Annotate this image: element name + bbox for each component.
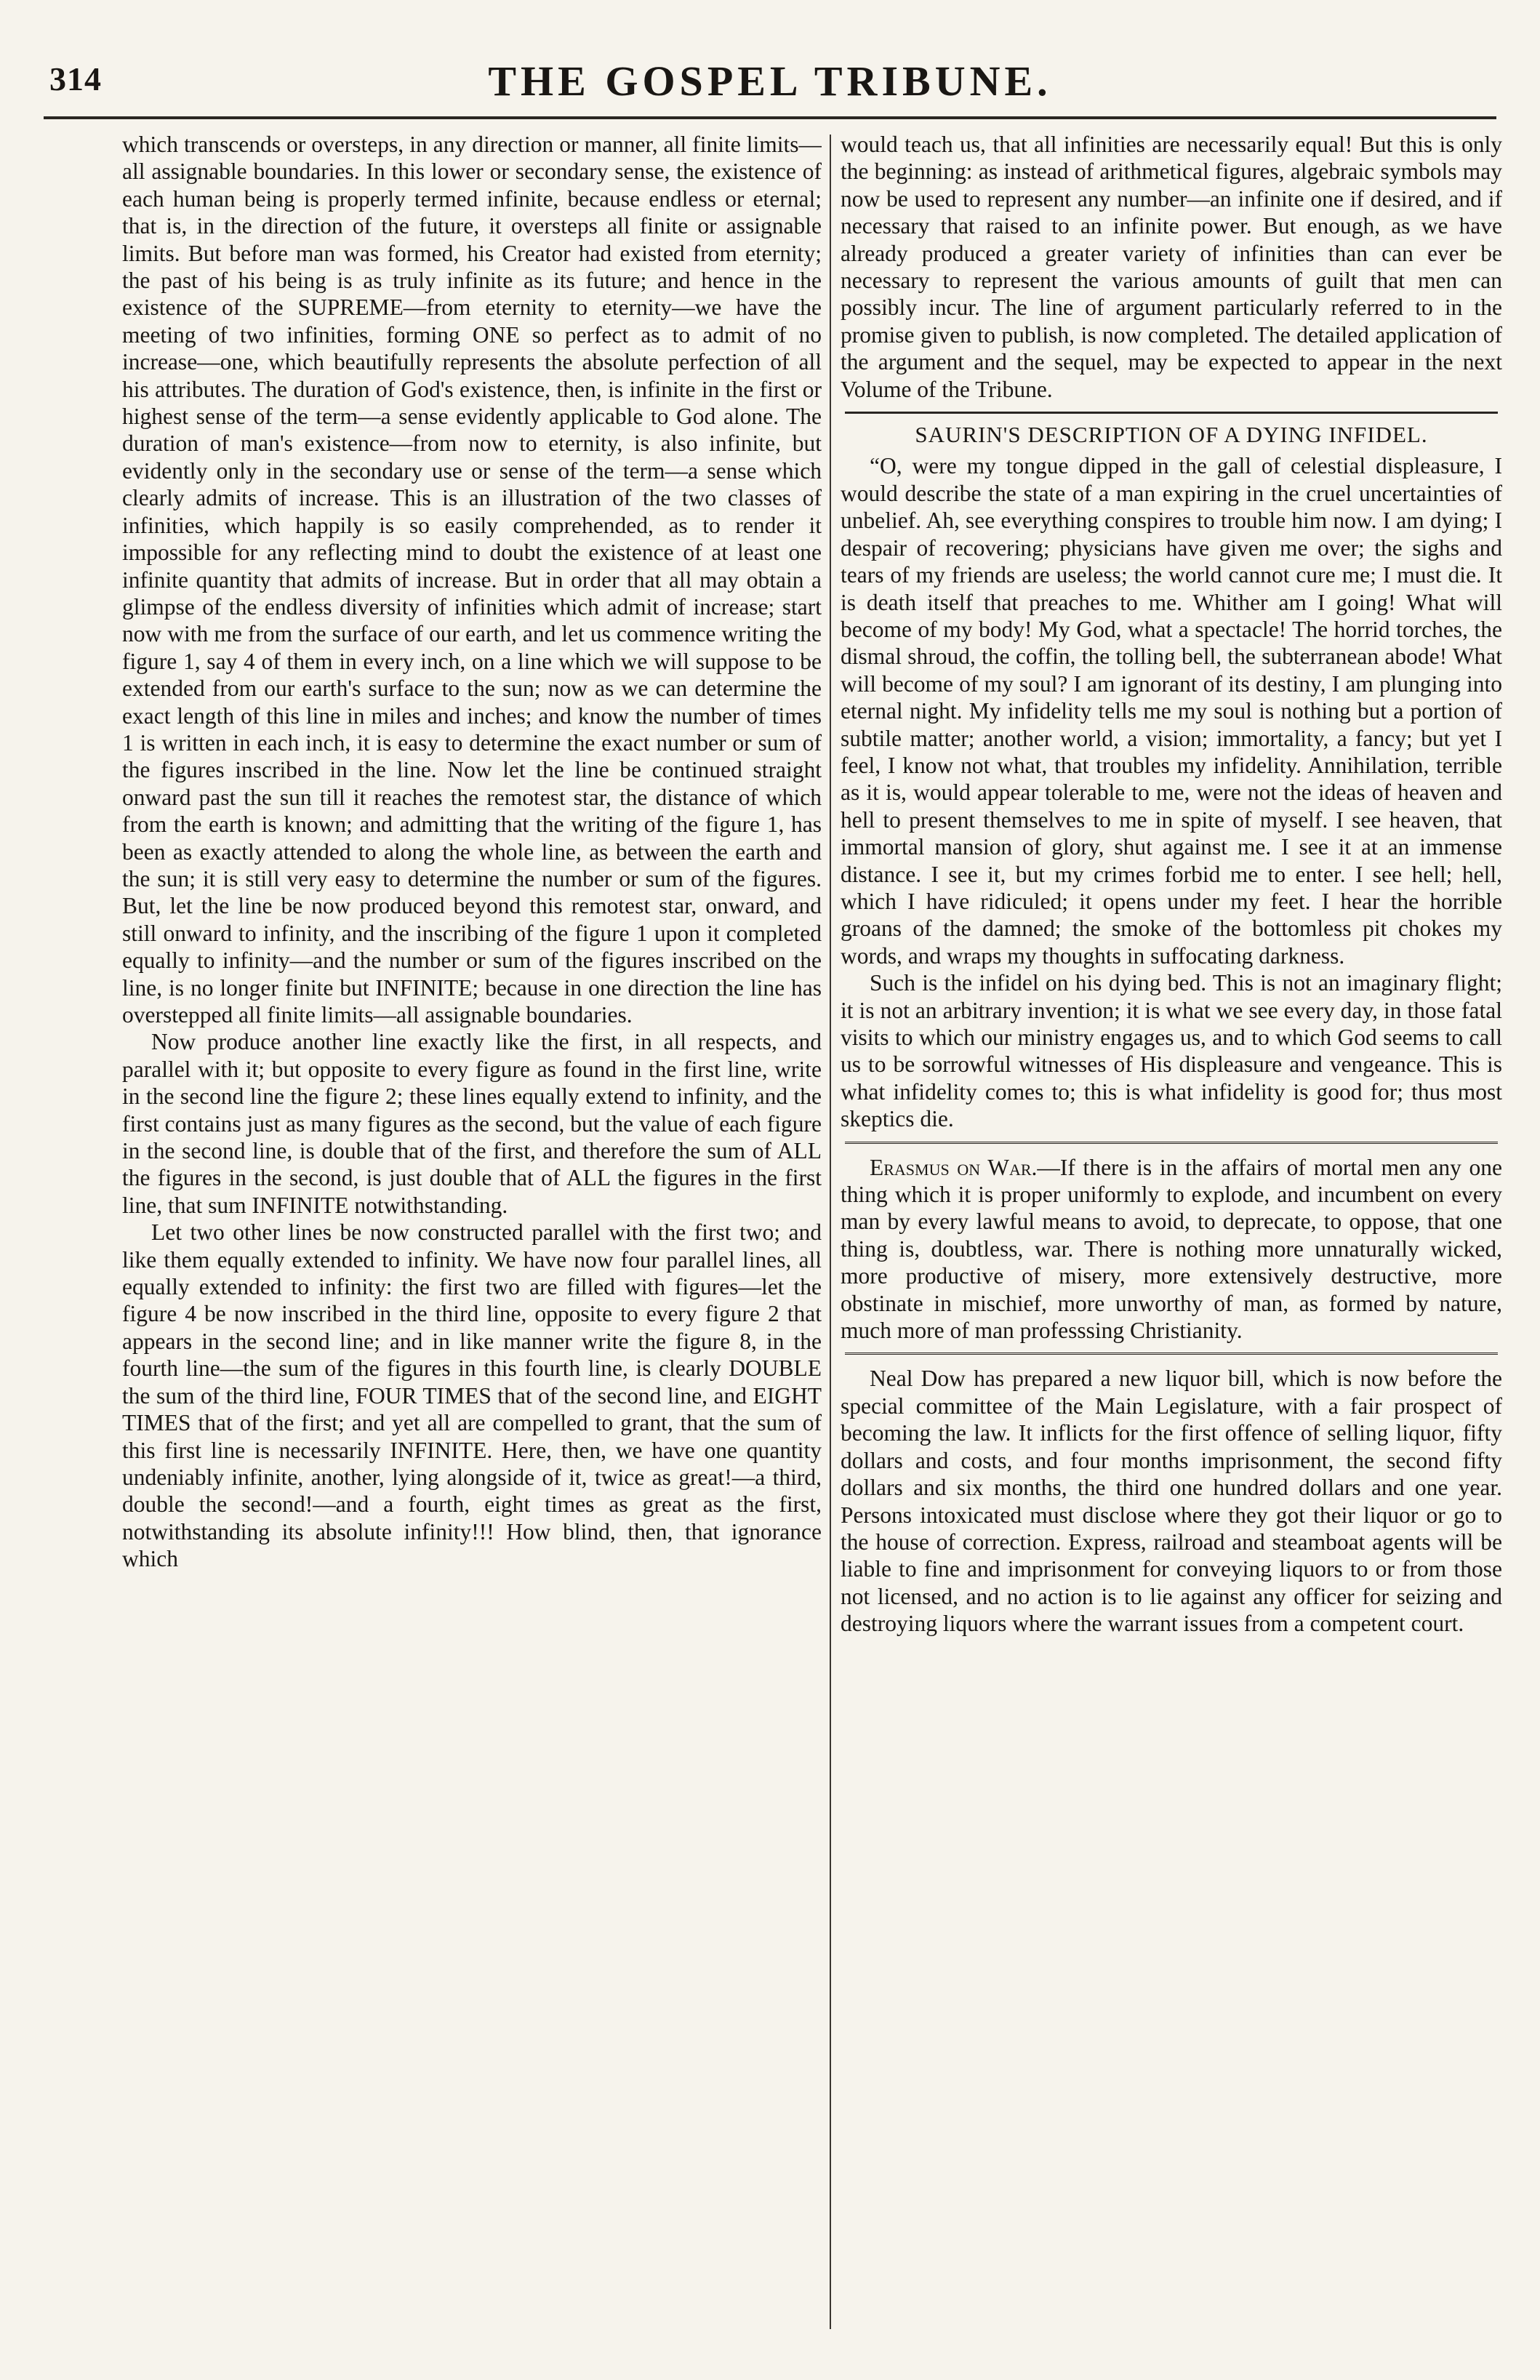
saurin-heading: SAURIN'S DESCRIPTION OF A DYING INFIDEL. xyxy=(915,422,1428,448)
left-paragraph-3: Let two other lines be now constructed parallel with the first two; and like them equally extended to infinity. We have now four parallel lines, all equally extended to infinity: the first two are filled with figures—let the figure 4 be now inscribed in the third line, opposite to every figure 2 that appears in the second line; and in like manner write the figure 8, in the fourth line—the sum of the figures in this fourth line, is clearly DOUBLE the sum of the third line, FOUR TIMES that of the second line, and EIGHT TIMES that of the first; and yet all are compelled to grant, that the sum of this first line is necessarily INFINITE. Here, then, we have one quantity undeniably infinite, another, lying alongside of it, twice as great!—a third, double the second!—and a fourth, eight times as great as the first, notwithstanding its absolute infinity!!! How blind, then, that ignorance which xyxy=(122,1219,822,1572)
section-divider xyxy=(845,412,1498,414)
page-header xyxy=(44,51,1496,119)
right-paragraph-1: would teach us, that all infinities are necessarily equal! But this is only the beginning: as instead of arithmetical figures, algebraic symbols may now be used to represent any number—an infinite one if desired, and if necessary that raised to an infinite power. But enough, as we have already produced a greater variety of infinities than can ever be necessary to represent the various amounts of guilt that men can possibly incur. The line of argument particularly referred to in the promise given to publish, is now completed. The detailed application of the argument and the sequel, may be expected to appear in the next Volume of the Tribune. xyxy=(841,132,1502,402)
saurin-paragraph-2: Such is the infidel on his dying bed. This is not an imaginary flight; it is not an arbitrary invention; it is what we see every day, in those fatal visits to which our ministry engages us, and to which God seems to call us to be sorrowful witnesses of His displeasure and vengeance. This is what infidelity comes to; this is what infidelity is good for; thus most skeptics die. xyxy=(841,970,1502,1132)
publication-title: THE GOSPEL TRIBUNE. xyxy=(488,57,1052,105)
left-column xyxy=(122,131,822,2336)
left-paragraph-1: which transcends or oversteps, in any direction or manner, all finite limits—all assignable boundaries. In this lower or secondary sense, the existence of each human being is properly termed infinite, because endless or eternal; that is, in the direction of the future, it oversteps all finite or assignable limits. But before man was formed, his Creator had existed from eternity; the past of his being is as truly infinite as its future; and hence in the existence of the SUPREME—from eternity to eternity—we have the meeting of two infinities, forming ONE so perfect as to admit of no increase—one, which beautifully represents the absolute perfection of all his attributes. The duration of God's existence, then, is infinite in the first or highest sense of the term—a sense evidently applicable to God alone. The duration of man's existence—from now to eternity, is also infinite, but evidently only in the secondary use or sense of the term—a sense which clearly admits of increase. This is an illustration of the two classes of infinities, which happily is so easily comprehended, as to render it impossible for any reflecting mind to doubt the existence of at least one infinite quantity that admits of increase. But in order that all may obtain a glimpse of the endless diversity of infinities which admit of increase; start now with me from the surface of our earth, and let us commence writing the figure 1, say 4 of them in every inch, on a line which we will suppose to be extended from our earth's surface to the sun; now as we can determine the exact length of this line in miles and inches; and know the number of times 1 is written in each inch, it is easy to determine the exact number or sum of the figures inscribed in the line. Now let the line be continued straight onward past the sun till it reaches the remotest star, the distance of which from the earth is known; and admitting that the writing of the figure 1, has been as exactly attended to along the whole line, as between the earth and the sun; it is still very easy to determine the number or sum of the figures. But, let the line be now produced beyond this remotest star, onward, and still onward to infinity, and the inscribing of the figure 1 upon it completed equally to infinity—and the number or sum of the figures inscribed on the line, is no longer finite but INFINITE; because in one direction the line has overstepped all finite limits—all assignable boundaries. xyxy=(122,132,822,1027)
right-column xyxy=(841,131,1502,2336)
erasmus-paragraph xyxy=(841,1154,1502,1345)
left-paragraph-2: Now produce another line exactly like the first, in all respects, and parallel with it; but opposite to every figure as found in the first line, write in the second line the figure 2; these lines equally extend to infinity, and the first contains just as many figures as the second, but the value of each figure in the second line, is double that of the first, and therefore the sum of ALL the figures in the second, is just double that of ALL the figures in the first line, that sum INFINITE notwithstanding. xyxy=(122,1029,822,1218)
section-divider xyxy=(845,1142,1498,1147)
page-number: 314 xyxy=(49,60,102,97)
column-divider xyxy=(830,135,831,2329)
erasmus-body: —If there is in the affairs of mortal men any one thing which it is proper uniformly to explode, and incumbent on every man by every lawful means to avoid, to deprecate, to oppose, that one thing is, doubtless, war. There is nothing more unnaturally wicked, more productive of misery, more extensively destructive, more obstinate in mischief, more unworthy of man, as formed by nature, much more of man professsing Christianity. xyxy=(841,1154,1502,1344)
neal-dow-paragraph: Neal Dow has prepared a new liquor bill, which is now before the special committee of the Main Legislature, with a fair prospect of becoming the law. It inflicts for the first offence of selling liquor, fifty dollars and costs, and four months imprisonment, the second fifty dollars and six months, the third one hundred dollars and one year. Persons intoxicated must disclose where they got their liquor or go to the house of correction. Express, railroad and steamboat agents will be liable to fine and imprisonment for conveying liquors to or from those not licensed, and no action is to lie against any officer for seizing and destroying liquors where the warrant issues from a competent court. xyxy=(841,1366,1502,1637)
saurin-paragraph-1: “O, were my tongue dipped in the gall of celestial displeasure, I would describe the state of a man expiring in the cruel uncertainties of unbelief. Ah, see everything conspires to trouble him now. I am dying; I despair of recovering; physicians have given me over; the sighs and tears of my friends are useless; the world cannot cure me; I must die. It is death itself that preaches to me. Whither am I going! What will become of my body! My God, what a spectacle! The horrid torches, the dismal shroud, the coffin, the tolling bell, the subterranean abode! What will become of my soul? I am ignorant of its destiny, I am plunging into eternal night. My infidelity tells me my soul is nothing but a portion of subtile matter; another world, a vision; immortality, a fancy; but yet I feel, I know not what, that troubles my infidelity. Annihilation, terrible as it is, would appear tolerable to me, were not the ideas of heaven and hell to present themselves to me in spite of myself. I see heaven, that immortal mansion of glory, shut against me. I see it at an immense distance. I see it, but my crimes forbid me to enter. I see hell; hell, which I have ridiculed; it opens under my feet. I hear the horrible groans of the damned; the smoke of the bottomless pit chokes my words, and wraps my thoughts in suffocating darkness. xyxy=(841,453,1502,969)
section-divider xyxy=(845,1353,1498,1358)
erasmus-lead: Erasmus on War. xyxy=(870,1154,1038,1180)
